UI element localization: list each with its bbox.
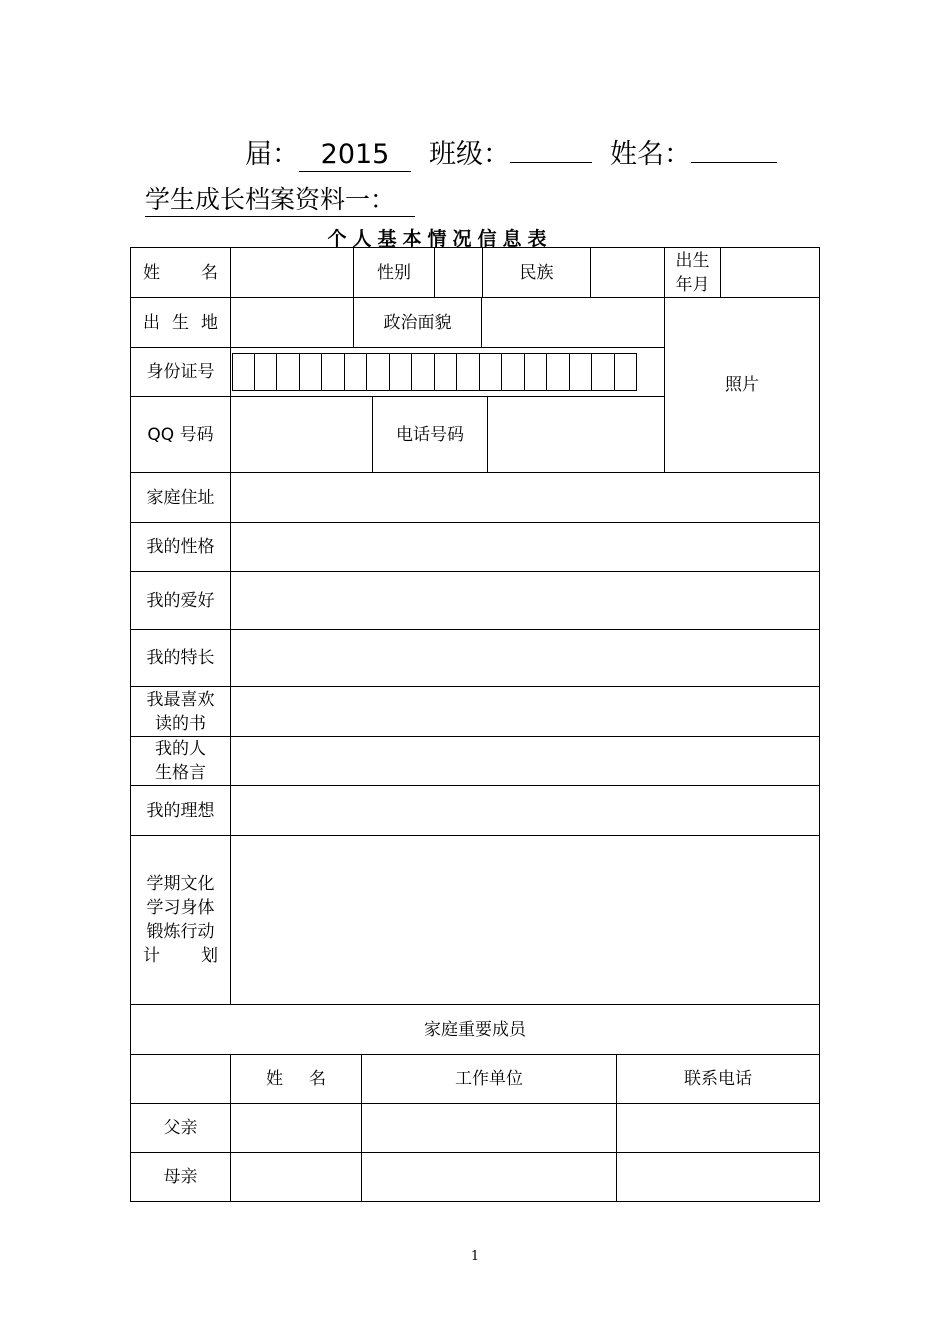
mother-label: 母亲 xyxy=(131,1153,231,1201)
page-number: 1 xyxy=(470,1249,480,1264)
address-input-cell[interactable] xyxy=(231,473,819,523)
name-field[interactable] xyxy=(691,130,777,163)
name-label: 姓名： xyxy=(610,139,691,170)
id-digit-box[interactable] xyxy=(457,353,480,391)
father-workplace-cell[interactable] xyxy=(362,1104,617,1153)
table-title: 个人基本情况信息表 xyxy=(327,228,553,250)
favorite-book-label: 我最喜欢 读的书 xyxy=(131,687,231,737)
motto-input-cell[interactable] xyxy=(231,737,819,786)
specialty-label: 我的特长 xyxy=(131,630,231,687)
family-workplace-header: 工作单位 xyxy=(362,1055,617,1104)
gender-label: 性别 xyxy=(354,248,435,298)
study-plan-input-cell[interactable] xyxy=(231,836,819,1005)
personality-label: 我的性格 xyxy=(131,523,231,572)
ethnicity-label: 民族 xyxy=(483,248,591,298)
study-plan-label xyxy=(131,836,231,1005)
archive-header xyxy=(245,130,777,172)
family-phone-header: 联系电话 xyxy=(617,1055,819,1104)
qq-label: QQ 号码 xyxy=(131,397,231,473)
ideal-input-cell[interactable] xyxy=(231,786,819,836)
birth-date-input-cell[interactable] xyxy=(721,248,819,298)
id-digit-box[interactable] xyxy=(412,353,435,391)
personality-input-cell[interactable] xyxy=(231,523,819,572)
id-digit-box[interactable] xyxy=(502,353,525,391)
study-plan-line-4 xyxy=(143,944,218,968)
class-label: 班级： xyxy=(429,139,510,170)
birthplace-label-char-3: 地 xyxy=(201,312,218,333)
study-plan-char-2: 划 xyxy=(201,946,218,966)
grade-field[interactable]: 2015 xyxy=(299,139,411,172)
id-digit-box[interactable] xyxy=(480,353,503,391)
family-members-heading: 家庭重要成员 xyxy=(131,1005,819,1055)
address-label: 家庭住址 xyxy=(131,473,231,523)
name-input-cell[interactable] xyxy=(231,248,354,298)
id-digit-box[interactable] xyxy=(525,353,548,391)
id-digit-box[interactable] xyxy=(255,353,278,391)
study-plan-line-3: 锻炼行动 xyxy=(146,922,215,942)
gender-input-cell[interactable] xyxy=(435,248,483,298)
id-digit-box[interactable] xyxy=(345,353,368,391)
id-digit-box[interactable] xyxy=(570,353,593,391)
father-phone-cell[interactable] xyxy=(617,1104,819,1153)
study-plan-line-1: 学期文化 xyxy=(146,874,215,894)
id-digit-box[interactable] xyxy=(435,353,458,391)
political-status-input-cell[interactable] xyxy=(482,298,665,348)
family-name-header-char-1: 姓 xyxy=(266,1069,283,1089)
id-digit-box[interactable] xyxy=(277,353,300,391)
id-digit-box[interactable] xyxy=(592,353,615,391)
name-label-char-1: 姓 xyxy=(143,262,160,283)
class-field[interactable] xyxy=(510,130,592,163)
id-digit-box[interactable] xyxy=(367,353,390,391)
hobby-input-cell[interactable] xyxy=(231,572,819,630)
specialty-input-cell[interactable] xyxy=(231,630,819,687)
mother-name-cell[interactable] xyxy=(231,1153,362,1201)
family-corner-cell xyxy=(131,1055,231,1104)
birth-date-label: 出生 年月 xyxy=(665,248,721,298)
hobby-label: 我的爱好 xyxy=(131,572,231,630)
id-number-label: 身份证号 xyxy=(131,348,231,397)
id-digit-box[interactable] xyxy=(547,353,570,391)
id-digit-box[interactable] xyxy=(300,353,323,391)
photo-box[interactable]: 照片 xyxy=(665,298,819,473)
id-digit-box[interactable] xyxy=(390,353,413,391)
ethnicity-input-cell[interactable] xyxy=(591,248,665,298)
motto-label: 我的人 生格言 xyxy=(131,737,231,786)
phone-input-cell[interactable] xyxy=(488,397,665,473)
ideal-label: 我的理想 xyxy=(131,786,231,836)
id-digit-box[interactable] xyxy=(232,353,255,391)
study-plan-char-1: 计 xyxy=(143,946,160,966)
name-label-char-2: 名 xyxy=(201,262,218,283)
mother-phone-cell[interactable] xyxy=(617,1153,819,1201)
family-name-header-char-2: 名 xyxy=(309,1069,326,1089)
id-digit-box[interactable] xyxy=(615,353,638,391)
grade-label: 届： xyxy=(245,139,299,170)
favorite-book-input-cell[interactable] xyxy=(231,687,819,737)
study-plan-line-2: 学习身体 xyxy=(146,898,215,918)
family-name-header xyxy=(231,1055,362,1104)
birthplace-input-cell[interactable] xyxy=(231,298,354,348)
id-digit-box[interactable] xyxy=(322,353,345,391)
political-status-label: 政治面貌 xyxy=(354,298,482,348)
document-subtitle: 学生成长档案资料一： xyxy=(145,184,415,217)
father-name-cell[interactable] xyxy=(231,1104,362,1153)
birthplace-label-char-1: 出 xyxy=(143,312,160,333)
name-label-cell xyxy=(131,248,231,298)
father-label: 父亲 xyxy=(131,1104,231,1153)
phone-label: 电话号码 xyxy=(373,397,488,473)
qq-input-cell[interactable] xyxy=(231,397,373,473)
birthplace-label-cell xyxy=(131,298,231,348)
birthplace-label-char-2: 生 xyxy=(172,312,189,333)
mother-workplace-cell[interactable] xyxy=(362,1153,617,1201)
